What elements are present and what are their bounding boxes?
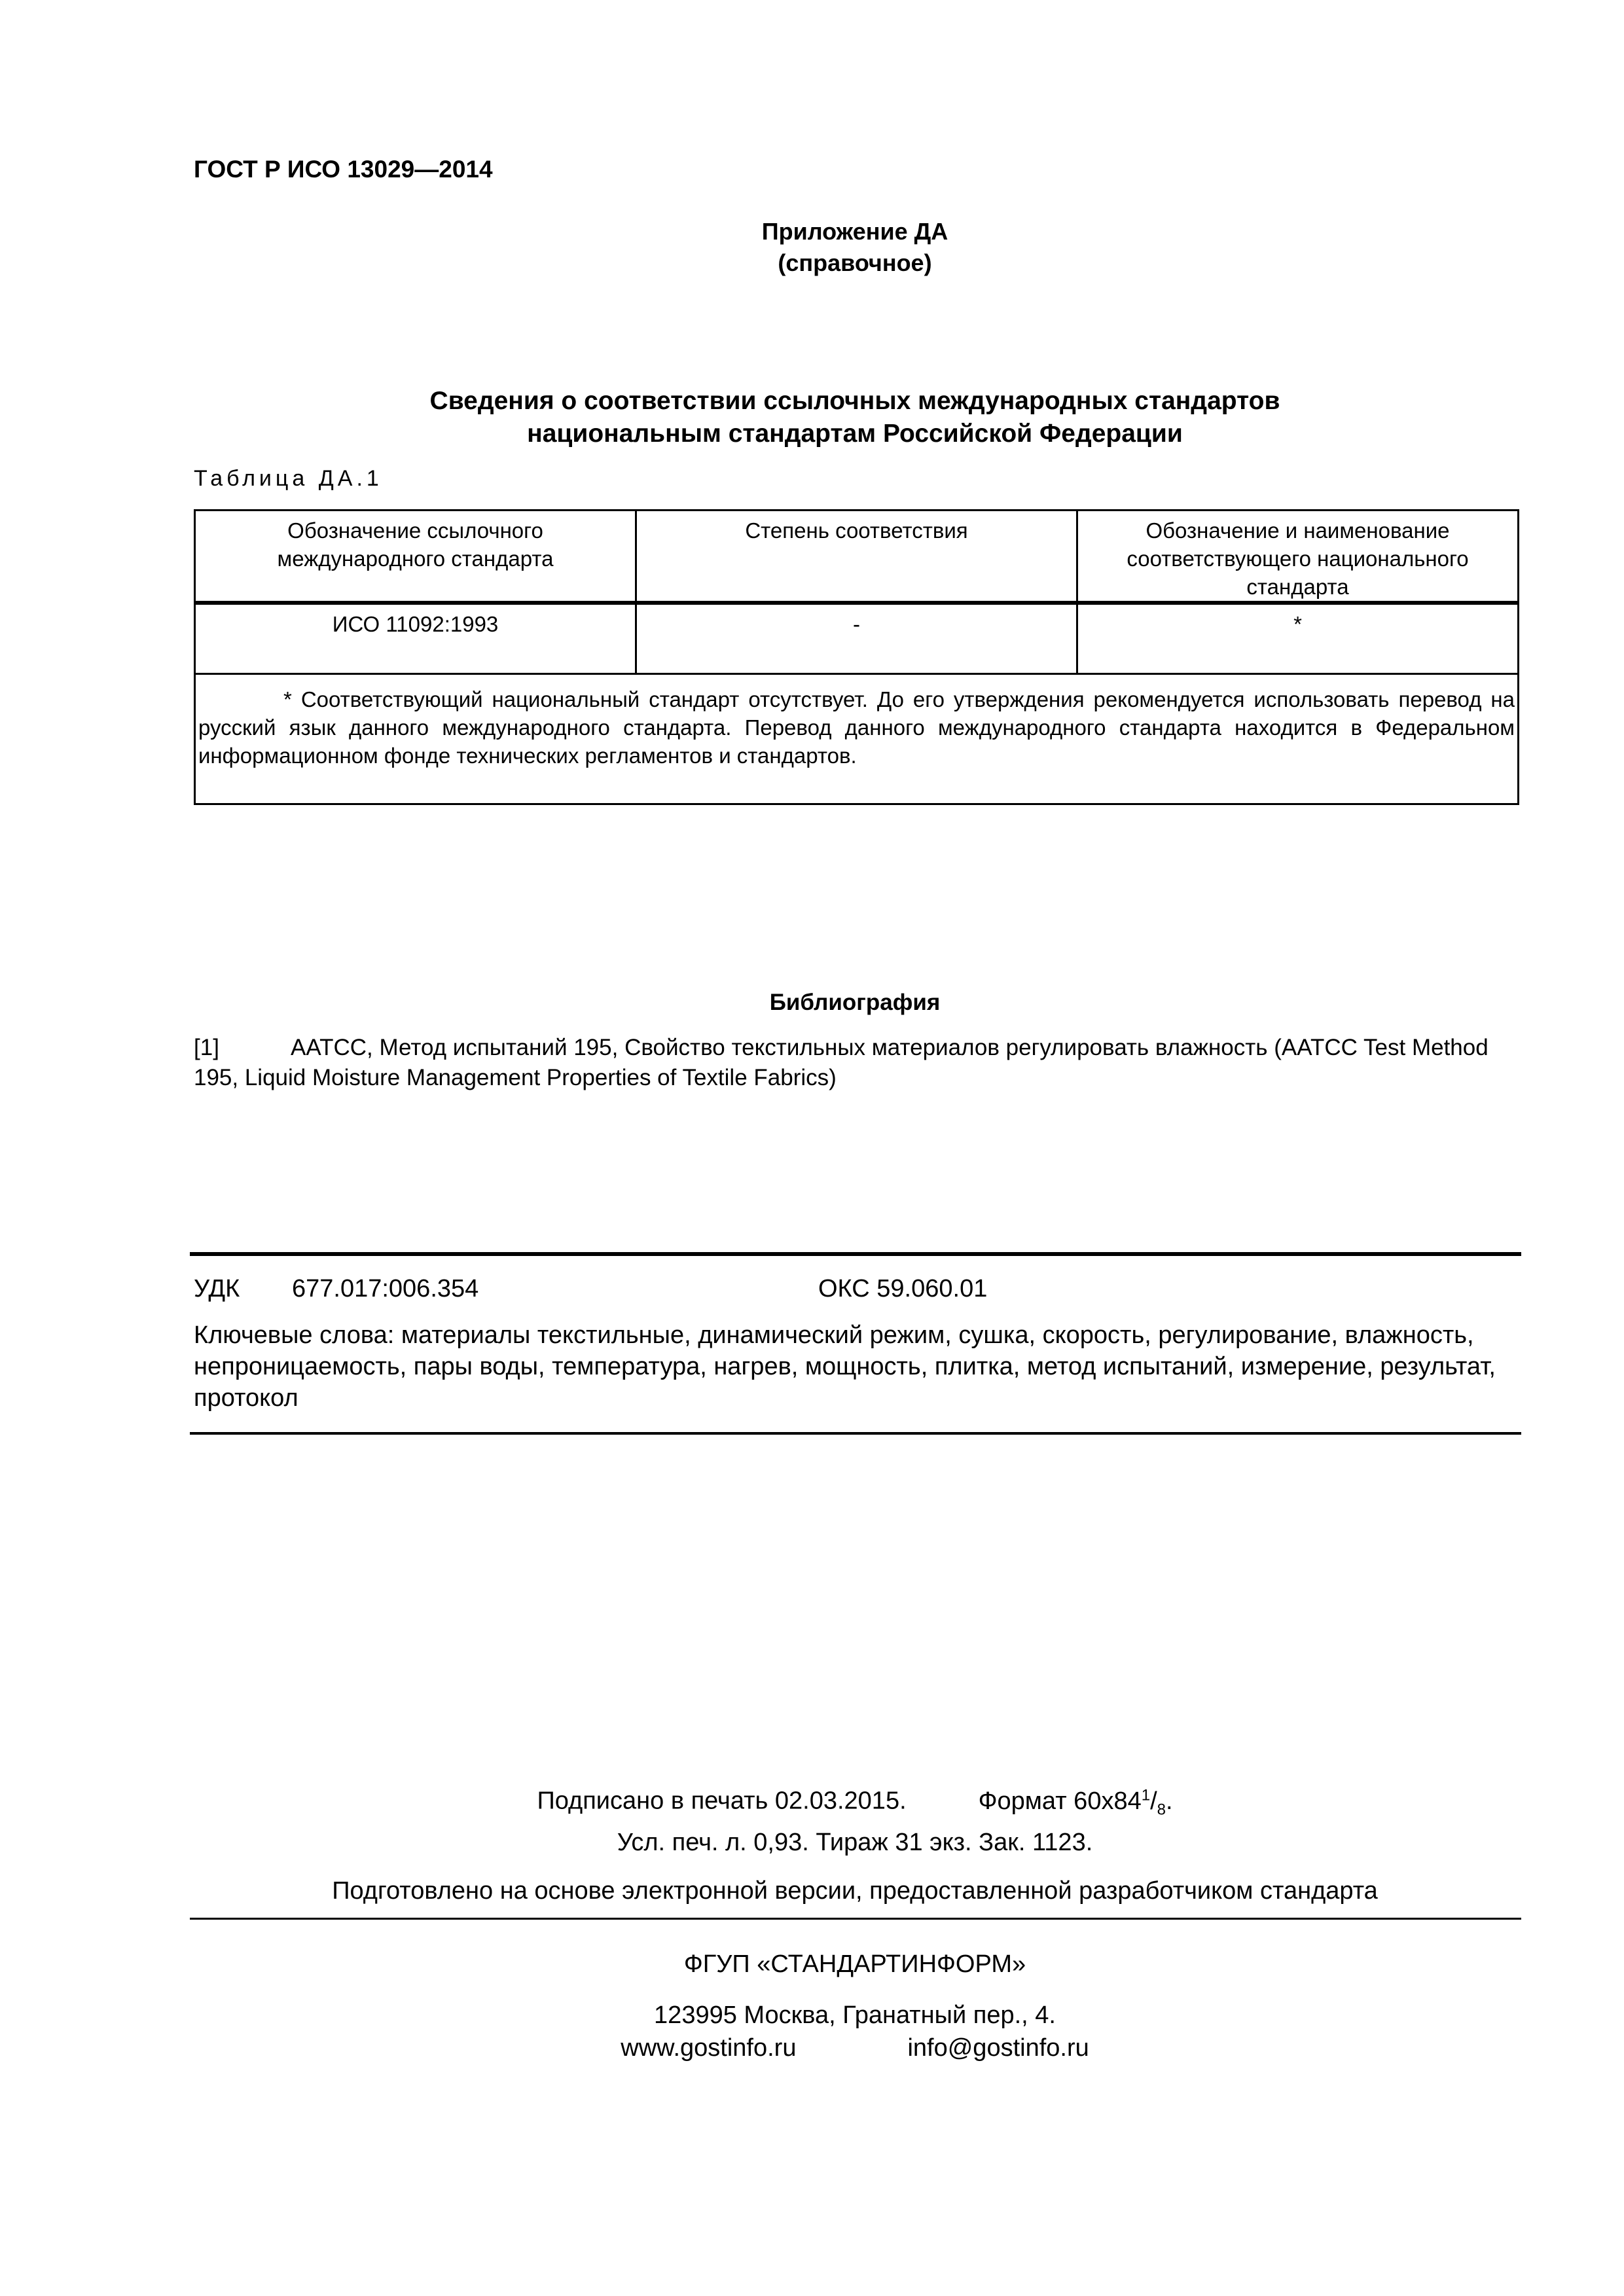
appendix-heading: [194, 216, 1516, 279]
bibliography-item: [194, 1033, 1517, 1093]
document-code: ГОСТ Р ИСО 13029—2014: [194, 156, 493, 183]
publisher-contacts: [194, 1999, 1516, 2064]
keywords: Ключевые слова: материалы текстильные, динамический режим, сушка, скорость, регулирование, влажность, непроницаемость, пары воды, температура, нагрев, мощность, плитка, метод испытаний, измерение, результат, протокол: [194, 1321, 1496, 1412]
udk-block: [194, 1275, 479, 1303]
section-title-line-2: национальным стандартам Российской Федерации: [527, 420, 1183, 448]
table-caption: Таблица ДА.1: [194, 466, 383, 491]
publisher-name: ФГУП «СТАНДАРТИНФОРМ»: [683, 1950, 1026, 1978]
udk-value: 677.017:006.354: [292, 1275, 479, 1302]
appendix-title: Приложение ДА: [761, 218, 948, 245]
imprint-print-info: Усл. печ. л. 0,93. Тираж 31 экз. Зак. 1123.: [617, 1829, 1093, 1857]
section-title-line-1: Сведения о соответствии ссылочных международных стандартов: [429, 387, 1280, 415]
prepared-note: Подготовлено на основе электронной версии, предоставленной разработчиком стандарта: [332, 1877, 1378, 1905]
table-header-row: [195, 511, 1519, 603]
section-title: [194, 385, 1516, 450]
bibliography-item-number: [1]: [194, 1035, 219, 1060]
publisher-address: 123995 Москва, Гранатный пер., 4.: [654, 2001, 1056, 2029]
table-footnote: * Соответствующий национальный стандарт отсутствует. До его утверждения рекомендуется использовать перевод на русский язык данного международного стандарта. Перевод данного международного стандарта находится в Федеральном информационном фонде технических регламентов и стандартов.: [195, 674, 1519, 804]
cell-national-standard: *: [1077, 603, 1519, 674]
divider-keywords: [190, 1432, 1521, 1435]
publisher-links: [194, 2032, 1516, 2064]
table-footnote-row: [195, 674, 1519, 804]
udk-label: УДК: [194, 1275, 240, 1302]
imprint-line-1: [194, 1779, 1516, 1826]
header-degree-of-conformity: Степень соответствия: [636, 511, 1077, 603]
publisher-email: info@gostinfo.ru: [907, 2034, 1089, 2062]
oks-label: ОКС: [818, 1275, 870, 1302]
divider-thick: [190, 1252, 1521, 1256]
correspondence-table: [194, 509, 1519, 805]
oks-block: [818, 1275, 987, 1303]
bibliography-item-text: AATCC, Метод испытаний 195, Свойство текстильных материалов регулировать влажность (AATCC Test Method 195, Liquid Moisture Management Properties of Textile Fabrics): [194, 1035, 1489, 1090]
oks-value: 59.060.01: [876, 1275, 988, 1302]
imprint: [194, 1779, 1516, 1859]
header-international-standard: Обозначение ссылочного международного стандарта: [195, 511, 636, 603]
cell-international-standard: ИСО 11092:1993: [195, 603, 636, 674]
divider-publisher: [190, 1918, 1521, 1920]
header-national-standard: Обозначение и наименование соответствующего национального стандарта: [1077, 511, 1519, 603]
publisher-website: www.gostinfo.ru: [621, 2034, 797, 2062]
imprint-format: Формат $60x84^1/_8$.: [978, 1786, 1173, 1819]
table-row: [195, 603, 1519, 674]
cell-degree-of-conformity: -: [636, 603, 1077, 674]
imprint-signed: Подписано в печать 02.03.2015.: [537, 1787, 907, 1815]
appendix-kind: (справочное): [778, 249, 932, 276]
bibliography-title: Библиография: [769, 990, 941, 1015]
